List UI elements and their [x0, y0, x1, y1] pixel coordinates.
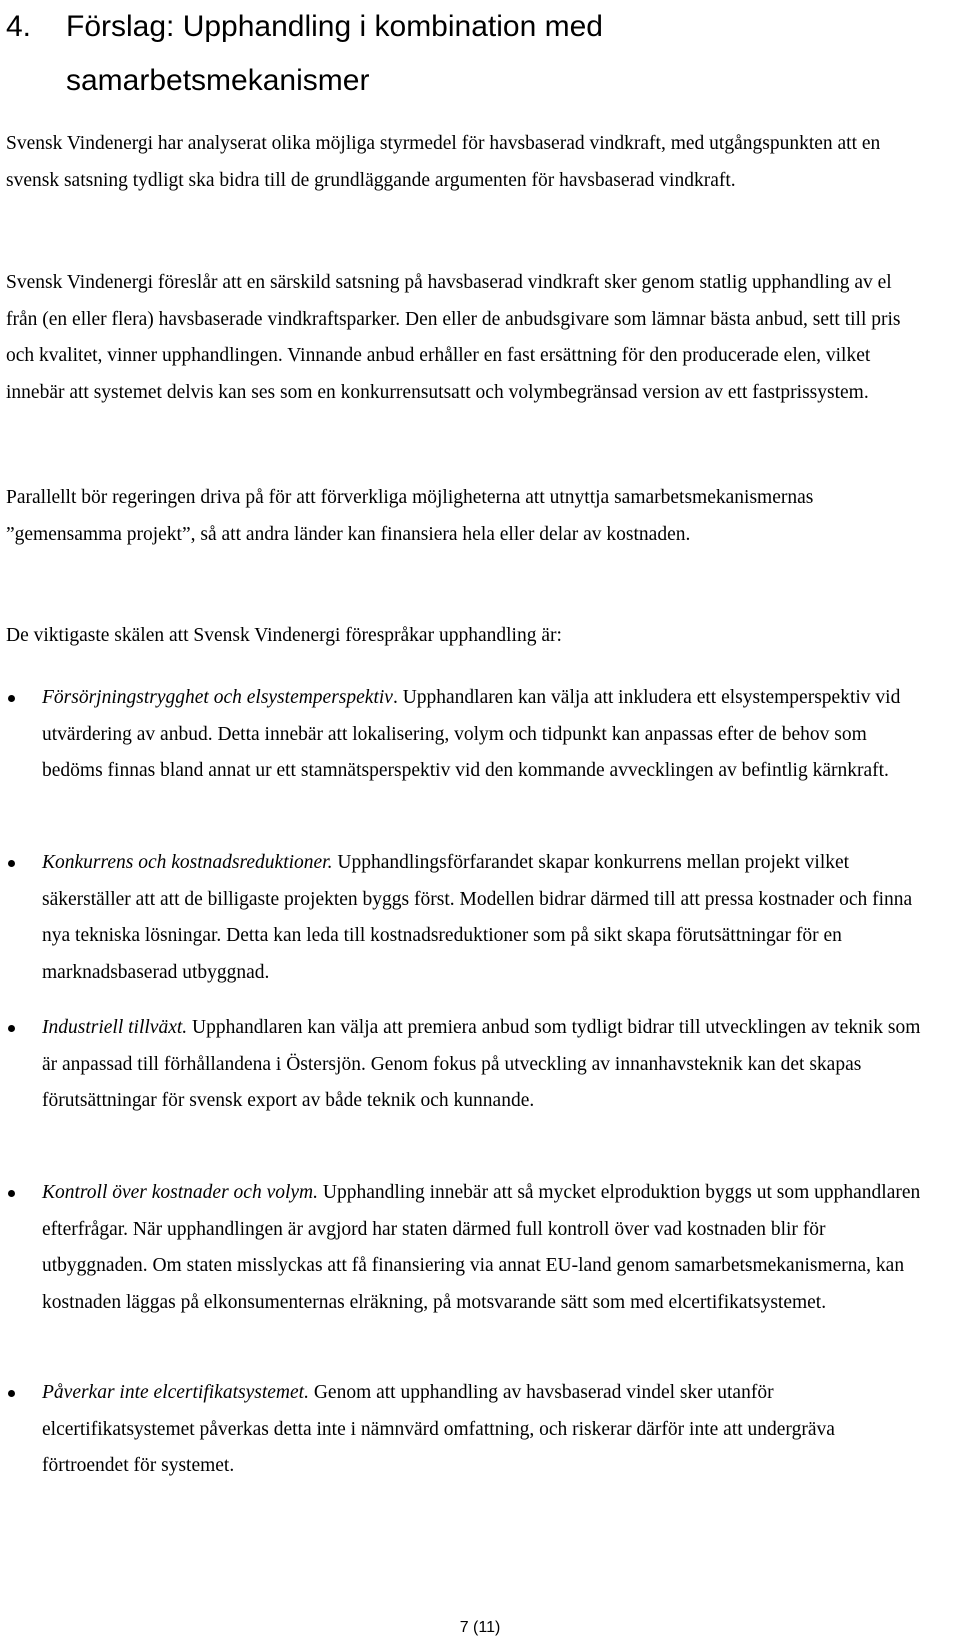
paragraph-intro: Svensk Vindenergi har analyserat olika möjliga styrmedel för havsbaserad vindkraft, med utgångspunkten att en svensk satsning tydligt ska bidra till de grundläggande argumenten för havsbaserad vindkraft. [6, 133, 881, 191]
list-item [42, 845, 922, 991]
section-title: Förslag: Upphandling i kombination med samarbetsmekanismer [66, 10, 603, 97]
page-number: 7 (11) [459, 1619, 501, 1636]
bullet-text: Upphandlaren kan välja att premiera anbud som tydligt bidrar till utvecklingen av teknik som är anpassad till förhållandena i Östersjön. Genom fokus på utveckling av innanhavsteknik kan det skapas förutsättningar för svensk export av både teknik och kunnande. [42, 1017, 921, 1111]
bullet-text: Genom att upphandling av havsbaserad vindel sker utanför elcertifikatsystemet påverkas detta inte i nämnvärd omfattning, och riskerar därför inte att undergräva förtroendet för systemet. [42, 1382, 835, 1476]
bullet-text: Upphandlaren kan välja att inkludera ett elsystemperspektiv vid utvärdering av anbud. Detta innebär att lokalisering, volym och tidpunkt kan anpassas efter de behov som bedöms finnas bland annat ur ett stamnätsperspektiv vid den kommande avvecklingen av befintlig kärnkraft. [42, 687, 901, 781]
paragraph-reasons-intro: De viktigaste skälen att Svensk Vindenergi förespråkar upphandling är: [6, 625, 562, 646]
list-item [42, 680, 922, 790]
bullet-icon [8, 1025, 15, 1032]
bullet-icon [8, 1190, 15, 1197]
bullet-lead: Industriell tillväxt. [42, 1017, 188, 1038]
bullet-lead: Påverkar inte elcertifikatsystemet. [42, 1382, 309, 1403]
bullet-text: Upphandlingsförfarandet skapar konkurrens mellan projekt vilket säkerställer att att de billigaste projekten byggs först. Modellen bidrar därmed till att pressa kostnader och finna nya tekniska lösningar. Detta kan leda till kostnadsreduktioner som på sikt skapa förutsättningar för en marknadsbaserad utbyggnad. [42, 852, 913, 983]
bullet-icon [8, 1390, 15, 1397]
list-item [42, 1175, 922, 1321]
paragraph-proposal: Svensk Vindenergi föreslår att en särskild satsning på havsbaserad vindkraft sker genom statlig upphandling av el från (en eller flera) havsbaserade vindkraftsparker. Den eller de anbudsgivare som lämnar bästa anbud, sett till pris och kvalitet, vinner upphandlingen. Vinnande anbud erhåller en fast ersättning för den producerade elen, vilket innebär att systemet delvis kan ses som en konkurrensutsatt och volymbegränsad version av ett fastprissystem. [6, 272, 901, 403]
list-item [42, 1375, 922, 1485]
bullet-icon [8, 695, 15, 702]
bullet-lead: Försörjningstrygghet och elsystemperspektiv [42, 687, 393, 708]
bullet-lead-end: . [392, 687, 398, 708]
bullet-text: Upphandling innebär att så mycket elproduktion byggs ut som upphandlaren efterfrågar. När upphandlingen är avgjord har staten därmed full kontroll över vad kostnaden blir för utbyggnaden. Om staten misslyckas att få finansiering via annat EU-land genom samarbetsmekanismerna, kan kostnaden läggas på elkonsumenternas elräkning, på motsvarande sätt som med elcertifikatsystemet. [42, 1182, 921, 1313]
bullet-lead: Konkurrens och kostnadsreduktioner. [42, 852, 333, 873]
section-number: 4. [6, 10, 32, 43]
bullet-lead: Kontroll över kostnader och volym. [42, 1182, 319, 1203]
paragraph-parallel: Parallellt bör regeringen driva på för att förverkliga möjligheterna att utnyttja samarbetsmekanismernas ”gemensamma projekt”, så att andra länder kan finansiera hela eller delar av kostnaden. [6, 487, 814, 545]
section-heading [6, 0, 906, 108]
list-item [42, 1010, 922, 1120]
bullet-icon [8, 860, 15, 867]
